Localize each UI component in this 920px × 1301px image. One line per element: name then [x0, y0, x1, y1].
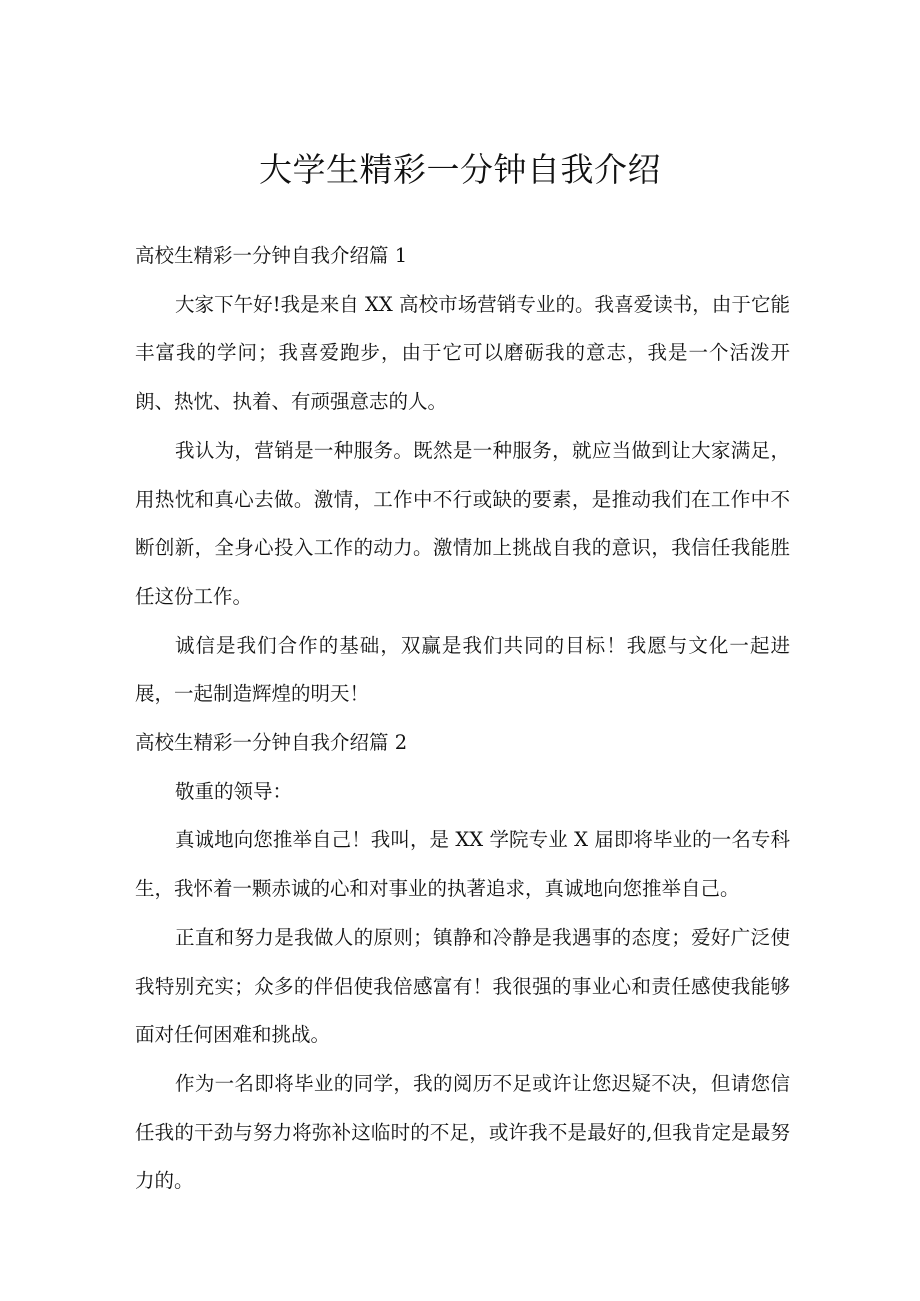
document-body [135, 232, 790, 1206]
salutation: 敬重的领导： [174, 779, 292, 803]
paragraph: 我认为，营销是一种服务。既然是一种服务，就应当做到让大家满足，用热忱和真心去做。激情，工作中不行或缺的要素，是推动我们在工作中不断创新，全身心投入工作的动力。激情加上挑战自我的意识，我信任我能胜任这份工作。 [135, 438, 790, 608]
section-2 [135, 719, 790, 1206]
document-title: 大学生精彩一分钟自我介绍 [259, 150, 661, 189]
paragraph: 作为一名即将毕业的同学，我的阅历不足或许让您迟疑不决，但请您信任我的干劲与努力将弥补这临时的不足，或许我不是最好的,但我肯定是最努力的。 [135, 1071, 790, 1193]
paragraph: 诚信是我们合作的基础，双赢是我们共同的目标！我愿与文化一起进展，一起制造辉煌的明天！ [135, 633, 790, 706]
paragraph: 真诚地向您推举自己！我叫，是 XX 学院专业 X 届即将毕业的一名专科生，我怀着一颗赤诚的心和对事业的执著追求，真诚地向您推举自己。 [135, 828, 790, 901]
section-heading: 高校生精彩一分钟自我介绍篇 2 [135, 731, 408, 755]
paragraph: 正直和努力是我做人的原则；镇静和冷静是我遇事的态度；爱好广泛使我特别充实；众多的伴侣使我倍感富有！我很强的事业心和责任感使我能够面对任何困难和挑战。 [135, 925, 790, 1047]
section-heading: 高校生精彩一分钟自我介绍篇 1 [135, 244, 408, 267]
paragraph: 大家下午好!我是来自 XX 高校市场营销专业的。我喜爱读书，由于它能丰富我的学问；我喜爱跑步，由于它可以磨砺我的意志，我是一个活泼开朗、热忱、执着、有顽强意志的人。 [135, 292, 790, 414]
section-1 [135, 232, 790, 719]
